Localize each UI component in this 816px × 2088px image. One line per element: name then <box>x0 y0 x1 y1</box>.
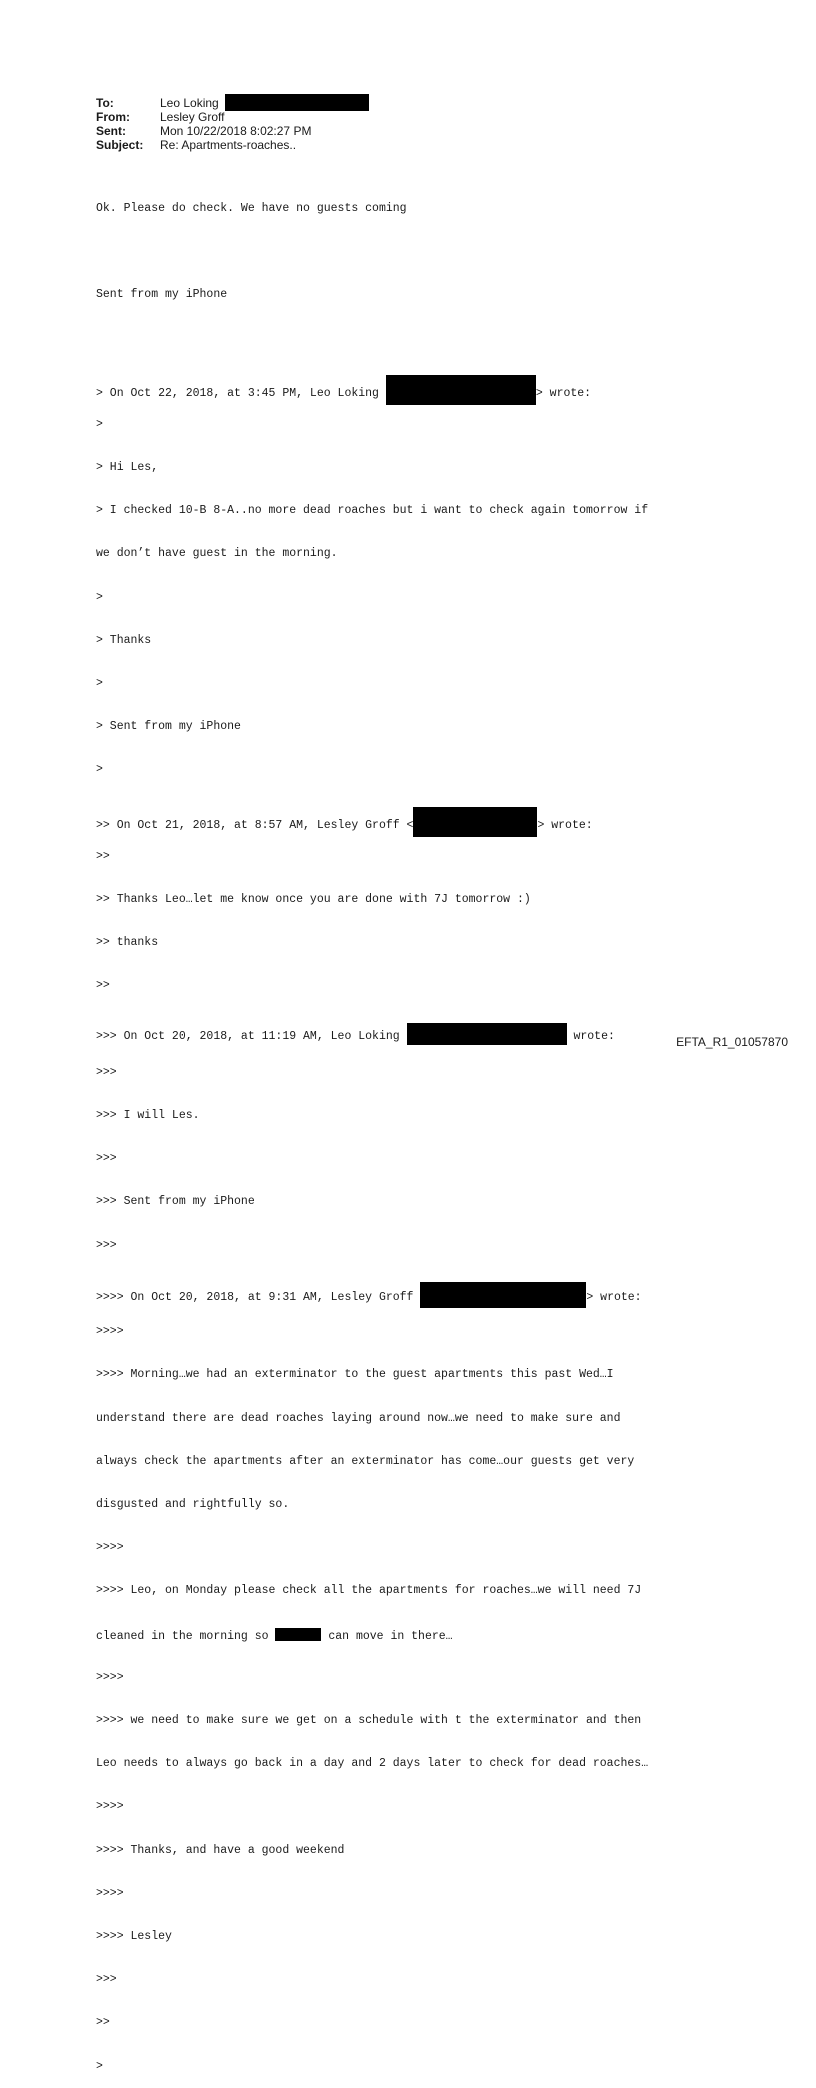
body-line: >>>> Leo, on Monday please check all the apartments for roaches…we will need 7J <box>96 1584 642 1598</box>
redaction-block <box>386 375 536 405</box>
redaction-to-email <box>225 94 369 111</box>
body-line: >> <box>96 849 110 863</box>
to-label: To: <box>96 96 114 110</box>
body-line: >>> <box>96 1065 117 1079</box>
body-line: we don’t have guest in the morning. <box>96 547 338 561</box>
body-line: >>>> <box>96 1670 124 1684</box>
body-line: >>> Sent from my iPhone <box>96 1195 255 1209</box>
body-line: disgusted and rightfully so. <box>96 1497 290 1511</box>
body-line <box>96 331 648 345</box>
body-line: > <box>96 2059 103 2073</box>
from-label: From: <box>96 110 130 124</box>
quote-attribution: >>>> On Oct 20, 2018, at 9:31 AM, Lesley Groff <box>96 1290 421 1304</box>
to-value: Leo Loking <box>160 96 219 110</box>
quote-attribution: >>> On Oct 20, 2018, at 11:19 AM, Leo Loking <box>96 1029 407 1043</box>
body-line: >>>> <box>96 1325 124 1339</box>
body-line: > Thanks <box>96 633 152 647</box>
body-line: Sent from my iPhone <box>96 288 228 302</box>
body-line: >>>> <box>96 1886 124 1900</box>
redaction-block <box>420 1282 586 1308</box>
quote-attribution: > On Oct 22, 2018, at 3:45 PM, Leo Loking <box>96 386 386 400</box>
body-line <box>96 375 648 400</box>
quote-attribution-tail: > wrote: <box>586 1290 642 1304</box>
body-line: >> Thanks Leo…let me know once you are done with 7J tomorrow :) <box>96 893 531 907</box>
body-text: can move in there… <box>321 1629 453 1643</box>
redaction-block <box>413 807 537 837</box>
body-line <box>96 1628 648 1642</box>
quote-attribution-tail: wrote: <box>566 1029 615 1043</box>
body-line <box>96 807 648 832</box>
sent-value: Mon 10/22/2018 8:02:27 PM <box>160 124 312 138</box>
body-line: understand there are dead roaches laying around now…we need to make sure and <box>96 1411 621 1425</box>
body-line: >> <box>96 2016 110 2030</box>
body-line: > I checked 10-B 8-A..no more dead roaches but i want to check again tomorrow if <box>96 504 649 518</box>
quote-attribution-tail: > wrote: <box>535 386 592 400</box>
body-line: >> thanks <box>96 936 159 950</box>
quote-attribution-tail: > wrote: <box>537 818 593 832</box>
body-line: >>> <box>96 1238 117 1252</box>
body-line: >>>> we need to make sure we get on a schedule with t the exterminator and then <box>96 1713 642 1727</box>
body-line: > <box>96 417 103 431</box>
subject-row <box>96 138 311 152</box>
body-line: >>>> Morning…we had an exterminator to the guest apartments this past Wed…I <box>96 1368 614 1382</box>
body-line: >>>> <box>96 1541 124 1555</box>
body-line: >>>> Thanks, and have a good weekend <box>96 1843 345 1857</box>
body-line: >>>> <box>96 1800 124 1814</box>
subject-value: Re: Apartments-roaches.. <box>160 138 297 152</box>
body-line: >>> <box>96 1973 117 1987</box>
body-line: >> <box>96 979 110 993</box>
from-value: Lesley Groff <box>160 110 225 124</box>
redaction-block <box>275 1628 321 1641</box>
body-line: >>> I will Les. <box>96 1109 200 1123</box>
sent-row <box>96 124 311 138</box>
bates-number: EFTA_R1_01057870 <box>676 1035 788 1049</box>
body-line: > Hi Les, <box>96 461 159 475</box>
from-row <box>96 110 311 124</box>
body-line <box>96 1282 648 1304</box>
body-line: >>>> Lesley <box>96 1929 172 1943</box>
body-line: Ok. Please do check. We have no guests coming <box>96 201 407 215</box>
email-body <box>96 173 648 2088</box>
body-line: > <box>96 677 103 691</box>
body-line: >>> <box>96 1152 117 1166</box>
body-line: > <box>96 590 103 604</box>
body-line: Leo needs to always go back in a day and 2 days later to check for dead roaches… <box>96 1757 649 1771</box>
quote-attribution: >> On Oct 21, 2018, at 8:57 AM, Lesley Groff < <box>96 818 414 832</box>
body-line <box>96 1023 648 1043</box>
body-line: > <box>96 763 103 777</box>
sent-label: Sent: <box>96 124 126 138</box>
body-line <box>96 245 648 259</box>
body-text: cleaned in the morning so <box>96 1629 276 1643</box>
body-line: always check the apartments after an exterminator has come…our guests get very <box>96 1454 635 1468</box>
redaction-block <box>407 1023 567 1045</box>
subject-label: Subject: <box>96 138 144 152</box>
body-line: > Sent from my iPhone <box>96 720 241 734</box>
